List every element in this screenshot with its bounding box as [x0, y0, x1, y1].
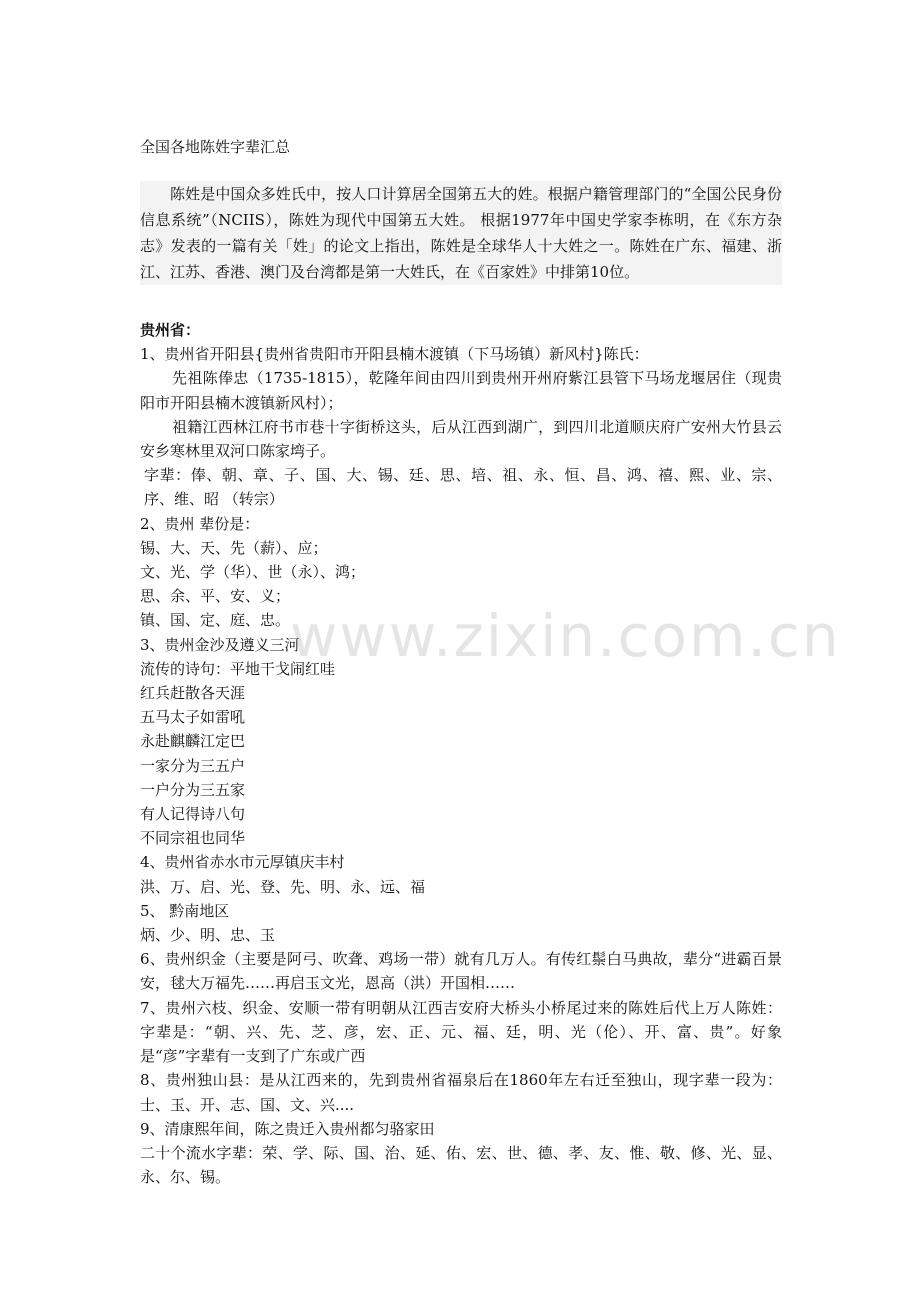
- entry-1-origin: 祖籍江西林江府书市巷十字街桥这头，后从江西到湖广，到四川北道顺庆府广安州大竹县云安乡寒林里双河口陈家塆子。: [140, 417, 782, 461]
- entry-2-line-3: 思、余、平、安、义；: [140, 587, 291, 606]
- entry-3-poem-line-5: 一家分为三五户: [140, 756, 246, 775]
- entry-3-poem-line-7: 有人记得诗八句: [140, 805, 246, 824]
- entry-7-text: 7、贵州六枝、织金、安顺一带有明朝从江西吉安府大桥头小桥尾过来的陈姓后代上万人陈姓： 字辈是：“朝、兴、先、芝、彦，宏、正、元、福、廷，明、光（伦）、开、富、贵”。好象是“彦”字辈有一支到了广东或广西: [140, 998, 782, 1066]
- entry-8-text: 8、贵州独山县：是从江西来的，先到贵州省福泉后在1860年左右迁至独山，现字辈一段为：士、玉、开、志、国、文、兴....: [140, 1071, 782, 1114]
- entry-3-poem-line-1: 流传的诗句：平地干戈闹红哇: [140, 659, 336, 678]
- entry-2-line-1: 锡、大、天、先（薪）、应；: [140, 538, 328, 557]
- entry-5-generation-names: 炳、少、明、忠、玉: [140, 926, 276, 945]
- entry-2-heading: 2、贵州 辈份是：: [140, 514, 260, 533]
- entry-6-text: 6、贵州织金（主要是阿弓、吹聋、鸡场一带）就有几万人。有传红鬃白马典故，辈分“进霸百景安，毬大万福先……再启玉文光，恩高（洪）开国相……: [140, 950, 782, 993]
- entry-3-poem-line-3: 五马太子如雷吼: [140, 708, 246, 727]
- entry-3-poem-line-2: 红兵赶散各天涯: [140, 684, 246, 703]
- entry-9-generation-names: 二十个流水字辈：荣、学、际、国、治、延、佑、宏、世、德、孝、友、惟、敬、修、光、显、永、尔、锡。: [140, 1143, 782, 1187]
- entry-5-heading: 5、 黔南地区: [140, 901, 230, 920]
- entry-2-line-4: 镇、国、定、庭、忠。: [140, 611, 291, 630]
- entry-4-heading: 4、贵州省赤水市元厚镇庆丰村: [140, 853, 345, 872]
- entry-3-poem-line-8: 不同宗祖也同华: [140, 829, 246, 848]
- entry-1-ancestor: 先祖陈俸忠（1735-1815），乾隆年间由四川到贵州开州府紫江县管下马场龙堰居住（现贵阳市开阳县楠木渡镇新风村）；: [140, 369, 782, 412]
- entry-1-generation-names: 字辈：俸、朝、章、子、国、大、锡、廷、思、培、祖、永、恒、昌、鸿、禧、熙、业、宗、序、维、昭 （转宗）: [144, 466, 782, 509]
- watermark: www.zixin.com.cn: [290, 602, 841, 670]
- entry-2-line-2: 文、光、学（华）、世（永）、鸿；: [140, 563, 366, 582]
- entry-4-generation-names: 洪、万、启、光、登、先、明、永、远、福: [140, 877, 426, 896]
- section-heading: 贵州省：: [140, 321, 201, 339]
- entry-9-heading: 9、清康熙年间，陈之贵迁入贵州都匀骆家田: [140, 1119, 435, 1138]
- entry-1-heading: 1、贵州省开阳县{贵州省贵阳市开阳县楠木渡镇（下马场镇）新风村}陈氏：: [140, 345, 649, 364]
- entry-3-poem-line-6: 一户分为三五家: [140, 780, 246, 799]
- section-guizhou: [140, 318, 782, 1189]
- document-title: 全国各地陈姓字辈汇总: [140, 138, 291, 156]
- entry-3-heading: 3、贵州金沙及遵义三河: [140, 635, 300, 654]
- entry-3-poem-line-4: 永赴麒麟江定巴: [140, 732, 246, 751]
- intro-paragraph: 陈姓是中国众多姓氏中，按人口计算居全国第五大的姓。根据户籍管理部门的“全国公民身份信息系统”（NCIIS），陈姓为现代中国第五大姓。 根据1977年中国史学家李栋明，在《东方杂志》发表的一篇有关「姓」的论文上指出，陈姓是全球华人十大姓之一。陈姓在广东、福建、浙江、江苏、香港、澳门及台湾都是第一大姓氏，在《百家姓》中排第10位。: [140, 181, 782, 285]
